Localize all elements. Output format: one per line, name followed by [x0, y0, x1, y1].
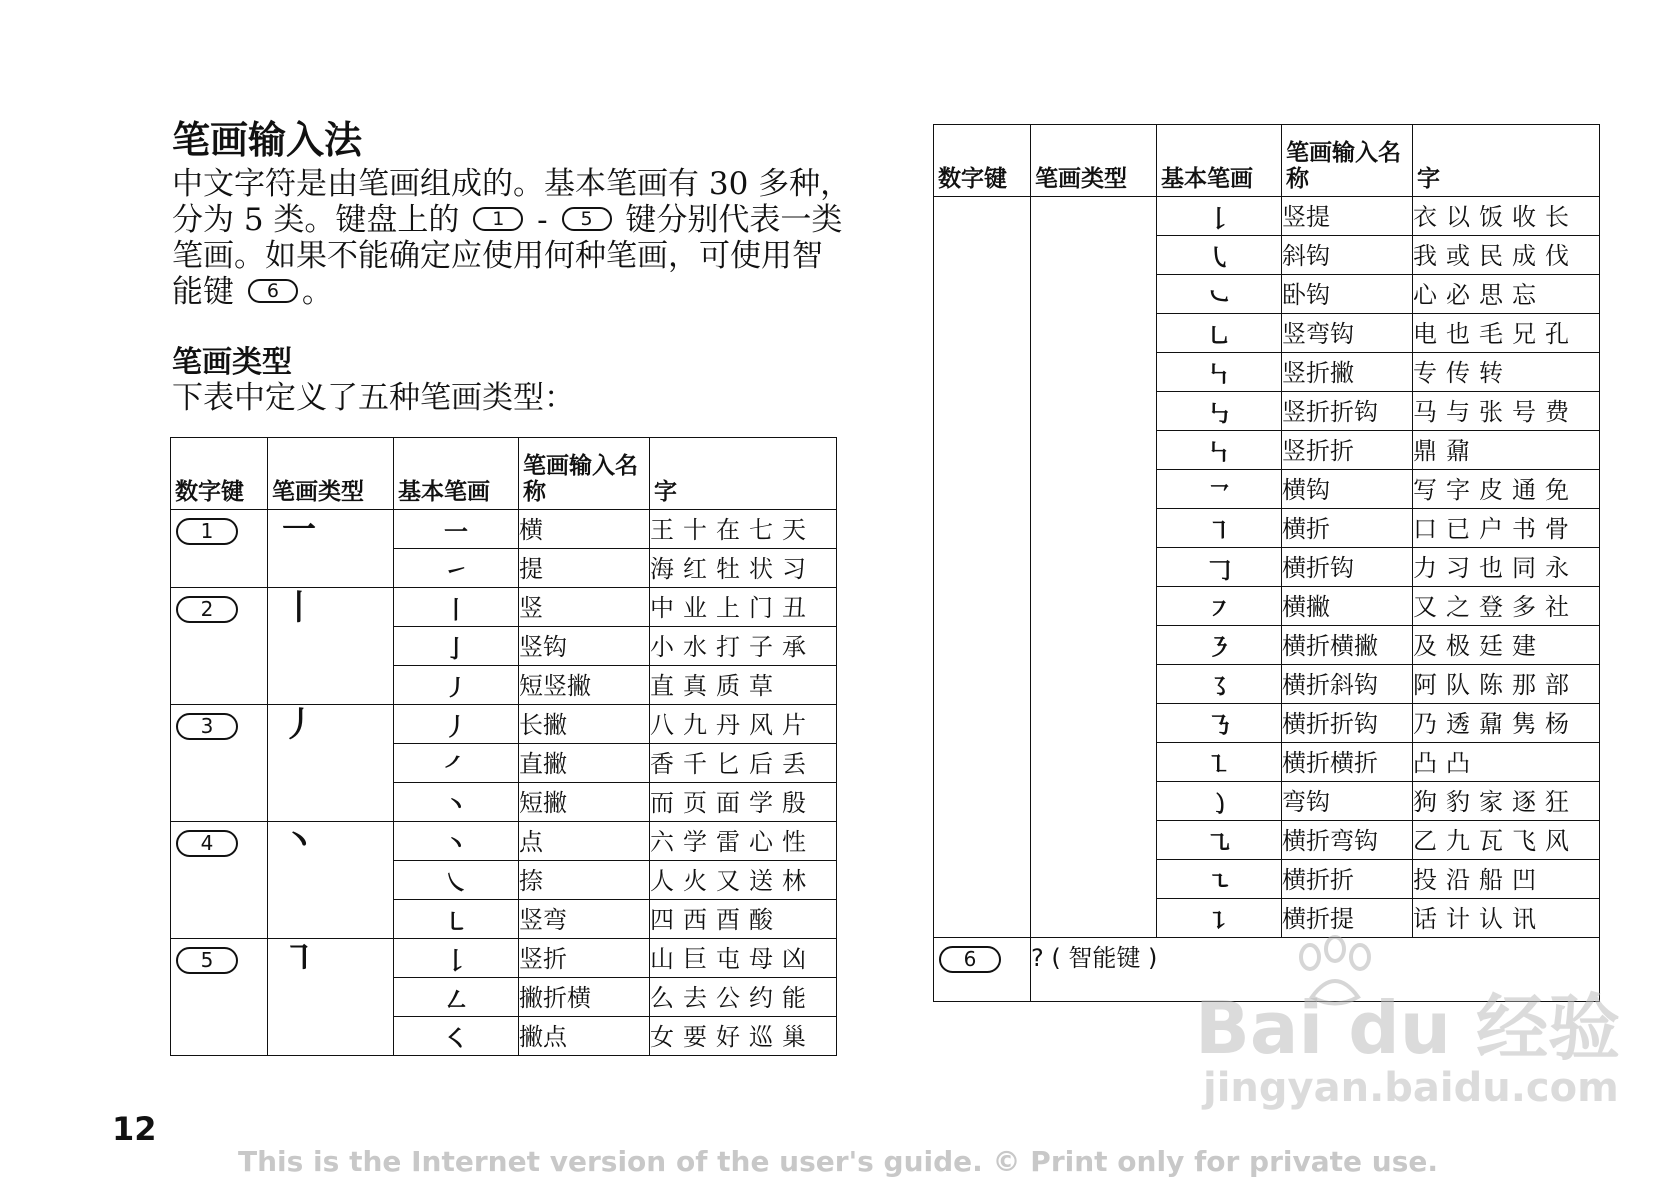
stroke-name: 横折横撇	[1282, 626, 1413, 665]
stroke-name: 横撇	[1282, 587, 1413, 626]
stroke-name: 横折折	[1282, 860, 1413, 899]
col-header-type: 笔画类型	[1031, 125, 1157, 197]
basic-stroke-glyph: 丨	[394, 588, 519, 627]
basic-stroke-glyph: ㇜	[394, 978, 519, 1017]
example-chars: 海红牡状习	[650, 549, 837, 588]
stroke-name: 捺	[519, 861, 650, 900]
example-chars: 电也毛兄孔	[1413, 314, 1600, 353]
stroke-type-glyph: ㇕	[282, 939, 316, 979]
stroke-name: 竖弯	[519, 900, 650, 939]
stroke-name: 短撇	[519, 783, 650, 822]
basic-stroke-glyph: ㇀	[394, 549, 519, 588]
basic-stroke-glyph: ㇅	[1157, 743, 1282, 782]
key-3-icon: 3	[176, 713, 238, 740]
example-chars: 中业上门丑	[650, 588, 837, 627]
example-chars: 狗豹家逐狂	[1413, 782, 1600, 821]
stroke-table-right	[933, 124, 1600, 1002]
stroke-name: 短竖撇	[519, 666, 650, 705]
basic-stroke-glyph: ㇖	[1157, 470, 1282, 509]
basic-stroke-glyph: ㇌	[1157, 665, 1282, 704]
stroke-name: 横折	[1282, 509, 1413, 548]
col-header-key: 数字键	[171, 438, 268, 510]
basic-stroke-glyph: ㇒	[394, 744, 519, 783]
example-chars: 王十在七天	[650, 510, 837, 549]
intro-dash: -	[537, 202, 548, 238]
key-5-icon: 5	[562, 207, 612, 231]
stroke-type-glyph: 丨	[282, 588, 316, 628]
key-1-icon: 1	[176, 518, 238, 545]
basic-stroke-glyph: 一	[394, 510, 519, 549]
type-cell	[268, 939, 394, 1056]
example-chars: 六学雷心性	[650, 822, 837, 861]
stroke-name: 竖弯钩	[1282, 314, 1413, 353]
col-header-stroke: 基本笔画	[394, 438, 519, 510]
basic-stroke-glyph: 𠃌	[1157, 548, 1282, 587]
stroke-name: 撇折横	[519, 978, 650, 1017]
key-cell	[171, 705, 268, 822]
watermark-brand: Bai du 经验	[1195, 986, 1621, 1070]
basic-stroke-glyph: ㇡	[1157, 704, 1282, 743]
subsection-text: 下表中定义了五种笔画类型：	[172, 380, 575, 416]
table-row	[171, 822, 837, 861]
basic-stroke-glyph: ㇂	[1157, 236, 1282, 275]
basic-stroke-glyph: ㇈	[1157, 821, 1282, 860]
col-header-chars: 字	[1413, 125, 1600, 197]
basic-stroke-glyph: ㇃	[1157, 275, 1282, 314]
col-header-type: 笔画类型	[268, 438, 394, 510]
example-chars: 鼎鼐	[1413, 431, 1600, 470]
example-chars: 人火又送林	[650, 861, 837, 900]
table-row	[171, 705, 837, 744]
stroke-name: 弯钩	[1282, 782, 1413, 821]
stroke-name: 竖折撇	[1282, 353, 1413, 392]
example-chars: 投沿船凹	[1413, 860, 1600, 899]
stroke-type-glyph: 丶	[282, 822, 316, 862]
example-chars: 直真质草	[650, 666, 837, 705]
table-row	[934, 197, 1600, 236]
key-cell	[171, 939, 268, 1056]
basic-stroke-glyph: ㇊	[1157, 899, 1282, 938]
col-header-name: 笔画输入名称	[1282, 125, 1413, 197]
col-header-chars: 字	[650, 438, 837, 510]
key-cell	[171, 822, 268, 939]
basic-stroke-glyph: ㇓	[394, 666, 519, 705]
basic-stroke-glyph: ㇞	[1157, 353, 1282, 392]
example-chars: 衣以饭收长	[1413, 197, 1600, 236]
example-chars: 乃透鼐隽杨	[1413, 704, 1600, 743]
stroke-name: 竖折	[519, 939, 650, 978]
example-chars: 话计认讯	[1413, 899, 1600, 938]
key-cell	[934, 938, 1031, 1002]
subsection-title: 笔画类型	[172, 345, 292, 380]
stroke-name: 横折折钩	[1282, 704, 1413, 743]
basic-stroke-glyph: ㇏	[394, 861, 519, 900]
basic-stroke-glyph: ㇟	[1157, 314, 1282, 353]
type-cell-empty	[1031, 197, 1157, 938]
example-chars: 心必思忘	[1413, 275, 1600, 314]
example-chars: 马与张号费	[1413, 392, 1600, 431]
example-chars: 香千匕后丢	[650, 744, 837, 783]
stroke-type-glyph: 丿	[282, 705, 316, 745]
key-4-icon: 4	[176, 830, 238, 857]
col-header-name: 笔画输入名称	[519, 438, 650, 510]
page-number: 12	[112, 1110, 157, 1148]
key-cell	[171, 588, 268, 705]
stroke-name: 竖提	[1282, 197, 1413, 236]
basic-stroke-glyph: 丿	[394, 705, 519, 744]
basic-stroke-glyph: ㇋	[1157, 626, 1282, 665]
basic-stroke-glyph: ㇇	[1157, 587, 1282, 626]
example-chars: 山巨屯母凶	[650, 939, 837, 978]
basic-stroke-glyph: ㇉	[1157, 392, 1282, 431]
stroke-name: 竖	[519, 588, 650, 627]
example-chars: 四西酉酸	[650, 900, 837, 939]
basic-stroke-glyph: 𠄌	[1157, 197, 1282, 236]
stroke-name: 竖钩	[519, 627, 650, 666]
col-header-stroke: 基本笔画	[1157, 125, 1282, 197]
basic-stroke-glyph: ㇛	[394, 1017, 519, 1056]
intro-text-2: 键分别代表一类笔画。如果不能确定应使用何种笔画，可使用智能键	[172, 202, 843, 310]
stroke-name: 横折斜钩	[1282, 665, 1413, 704]
stroke-name: 竖折折钩	[1282, 392, 1413, 431]
basic-stroke-glyph: ㇞	[1157, 431, 1282, 470]
example-chars: 口已户书骨	[1413, 509, 1600, 548]
key-1-icon: 1	[473, 207, 523, 231]
example-chars: 乙九瓦飞风	[1413, 821, 1600, 860]
basic-stroke-glyph: 𠄌	[394, 939, 519, 978]
stroke-name: 斜钩	[1282, 236, 1413, 275]
example-chars: 及极廷建	[1413, 626, 1600, 665]
example-chars: 阿队陈那部	[1413, 665, 1600, 704]
col-header-key: 数字键	[934, 125, 1031, 197]
example-chars: 凸凸	[1413, 743, 1600, 782]
basic-stroke-glyph: ㇄	[394, 900, 519, 939]
intro-text-3: 。	[301, 274, 333, 310]
basic-stroke-glyph: ㇍	[1157, 860, 1282, 899]
stroke-name: 点	[519, 822, 650, 861]
basic-stroke-glyph: 丶	[394, 822, 519, 861]
example-chars: 么去公约能	[650, 978, 837, 1017]
example-chars: 又之登多社	[1413, 587, 1600, 626]
stroke-name: 直撇	[519, 744, 650, 783]
stroke-name: 横折弯钩	[1282, 821, 1413, 860]
key-cell-empty	[934, 197, 1031, 938]
basic-stroke-glyph: ㇕	[1157, 509, 1282, 548]
watermark-url: jingyan.baidu.com	[1203, 1065, 1619, 1111]
stroke-name: 长撇	[519, 705, 650, 744]
stroke-name: 竖折折	[1282, 431, 1413, 470]
stroke-name: 撇点	[519, 1017, 650, 1056]
type-cell	[268, 705, 394, 822]
key-cell	[171, 510, 268, 588]
stroke-name: 横折横折	[1282, 743, 1413, 782]
stroke-type-glyph: 一	[282, 510, 316, 550]
type-cell	[268, 510, 394, 588]
example-chars: 写字皮通免	[1413, 470, 1600, 509]
example-chars: 我或民成伐	[1413, 236, 1600, 275]
basic-stroke-glyph: 亅	[394, 627, 519, 666]
footer-notice: This is the Internet version of the user's guide. © Print only for private use.	[238, 1145, 1438, 1178]
example-chars: 而页面学殷	[650, 783, 837, 822]
smart-key-label: ? ( 智能键 )	[1031, 938, 1600, 1002]
stroke-name: 提	[519, 549, 650, 588]
table-row	[171, 939, 837, 978]
intro-text-1: 中文字符是由笔画组成的。基本笔画有 30 多种，分为 5 类。键盘上的	[172, 166, 852, 238]
type-cell	[268, 588, 394, 705]
table-row	[171, 510, 837, 549]
stroke-name: 横折提	[1282, 899, 1413, 938]
stroke-name: 横钩	[1282, 470, 1413, 509]
watermark	[1195, 986, 1621, 1111]
key-5-icon: 5	[176, 947, 238, 974]
example-chars: 力习也同永	[1413, 548, 1600, 587]
basic-stroke-glyph: ㇁	[1157, 782, 1282, 821]
table-row	[171, 588, 837, 627]
key-6-icon: 6	[939, 946, 1001, 973]
section-title: 笔画输入法	[172, 118, 363, 162]
stroke-name: 横	[519, 510, 650, 549]
example-chars: 女要好巡巢	[650, 1017, 837, 1056]
key-2-icon: 2	[176, 596, 238, 623]
example-chars: 八九丹风片	[650, 705, 837, 744]
key-6-icon: 6	[248, 279, 298, 303]
stroke-table-left	[170, 437, 837, 1056]
stroke-name: 横折钩	[1282, 548, 1413, 587]
basic-stroke-glyph: 丶	[394, 783, 519, 822]
type-cell	[268, 822, 394, 939]
intro-paragraph	[172, 166, 852, 310]
stroke-name: 卧钩	[1282, 275, 1413, 314]
example-chars: 小水打子承	[650, 627, 837, 666]
example-chars: 专传转	[1413, 353, 1600, 392]
